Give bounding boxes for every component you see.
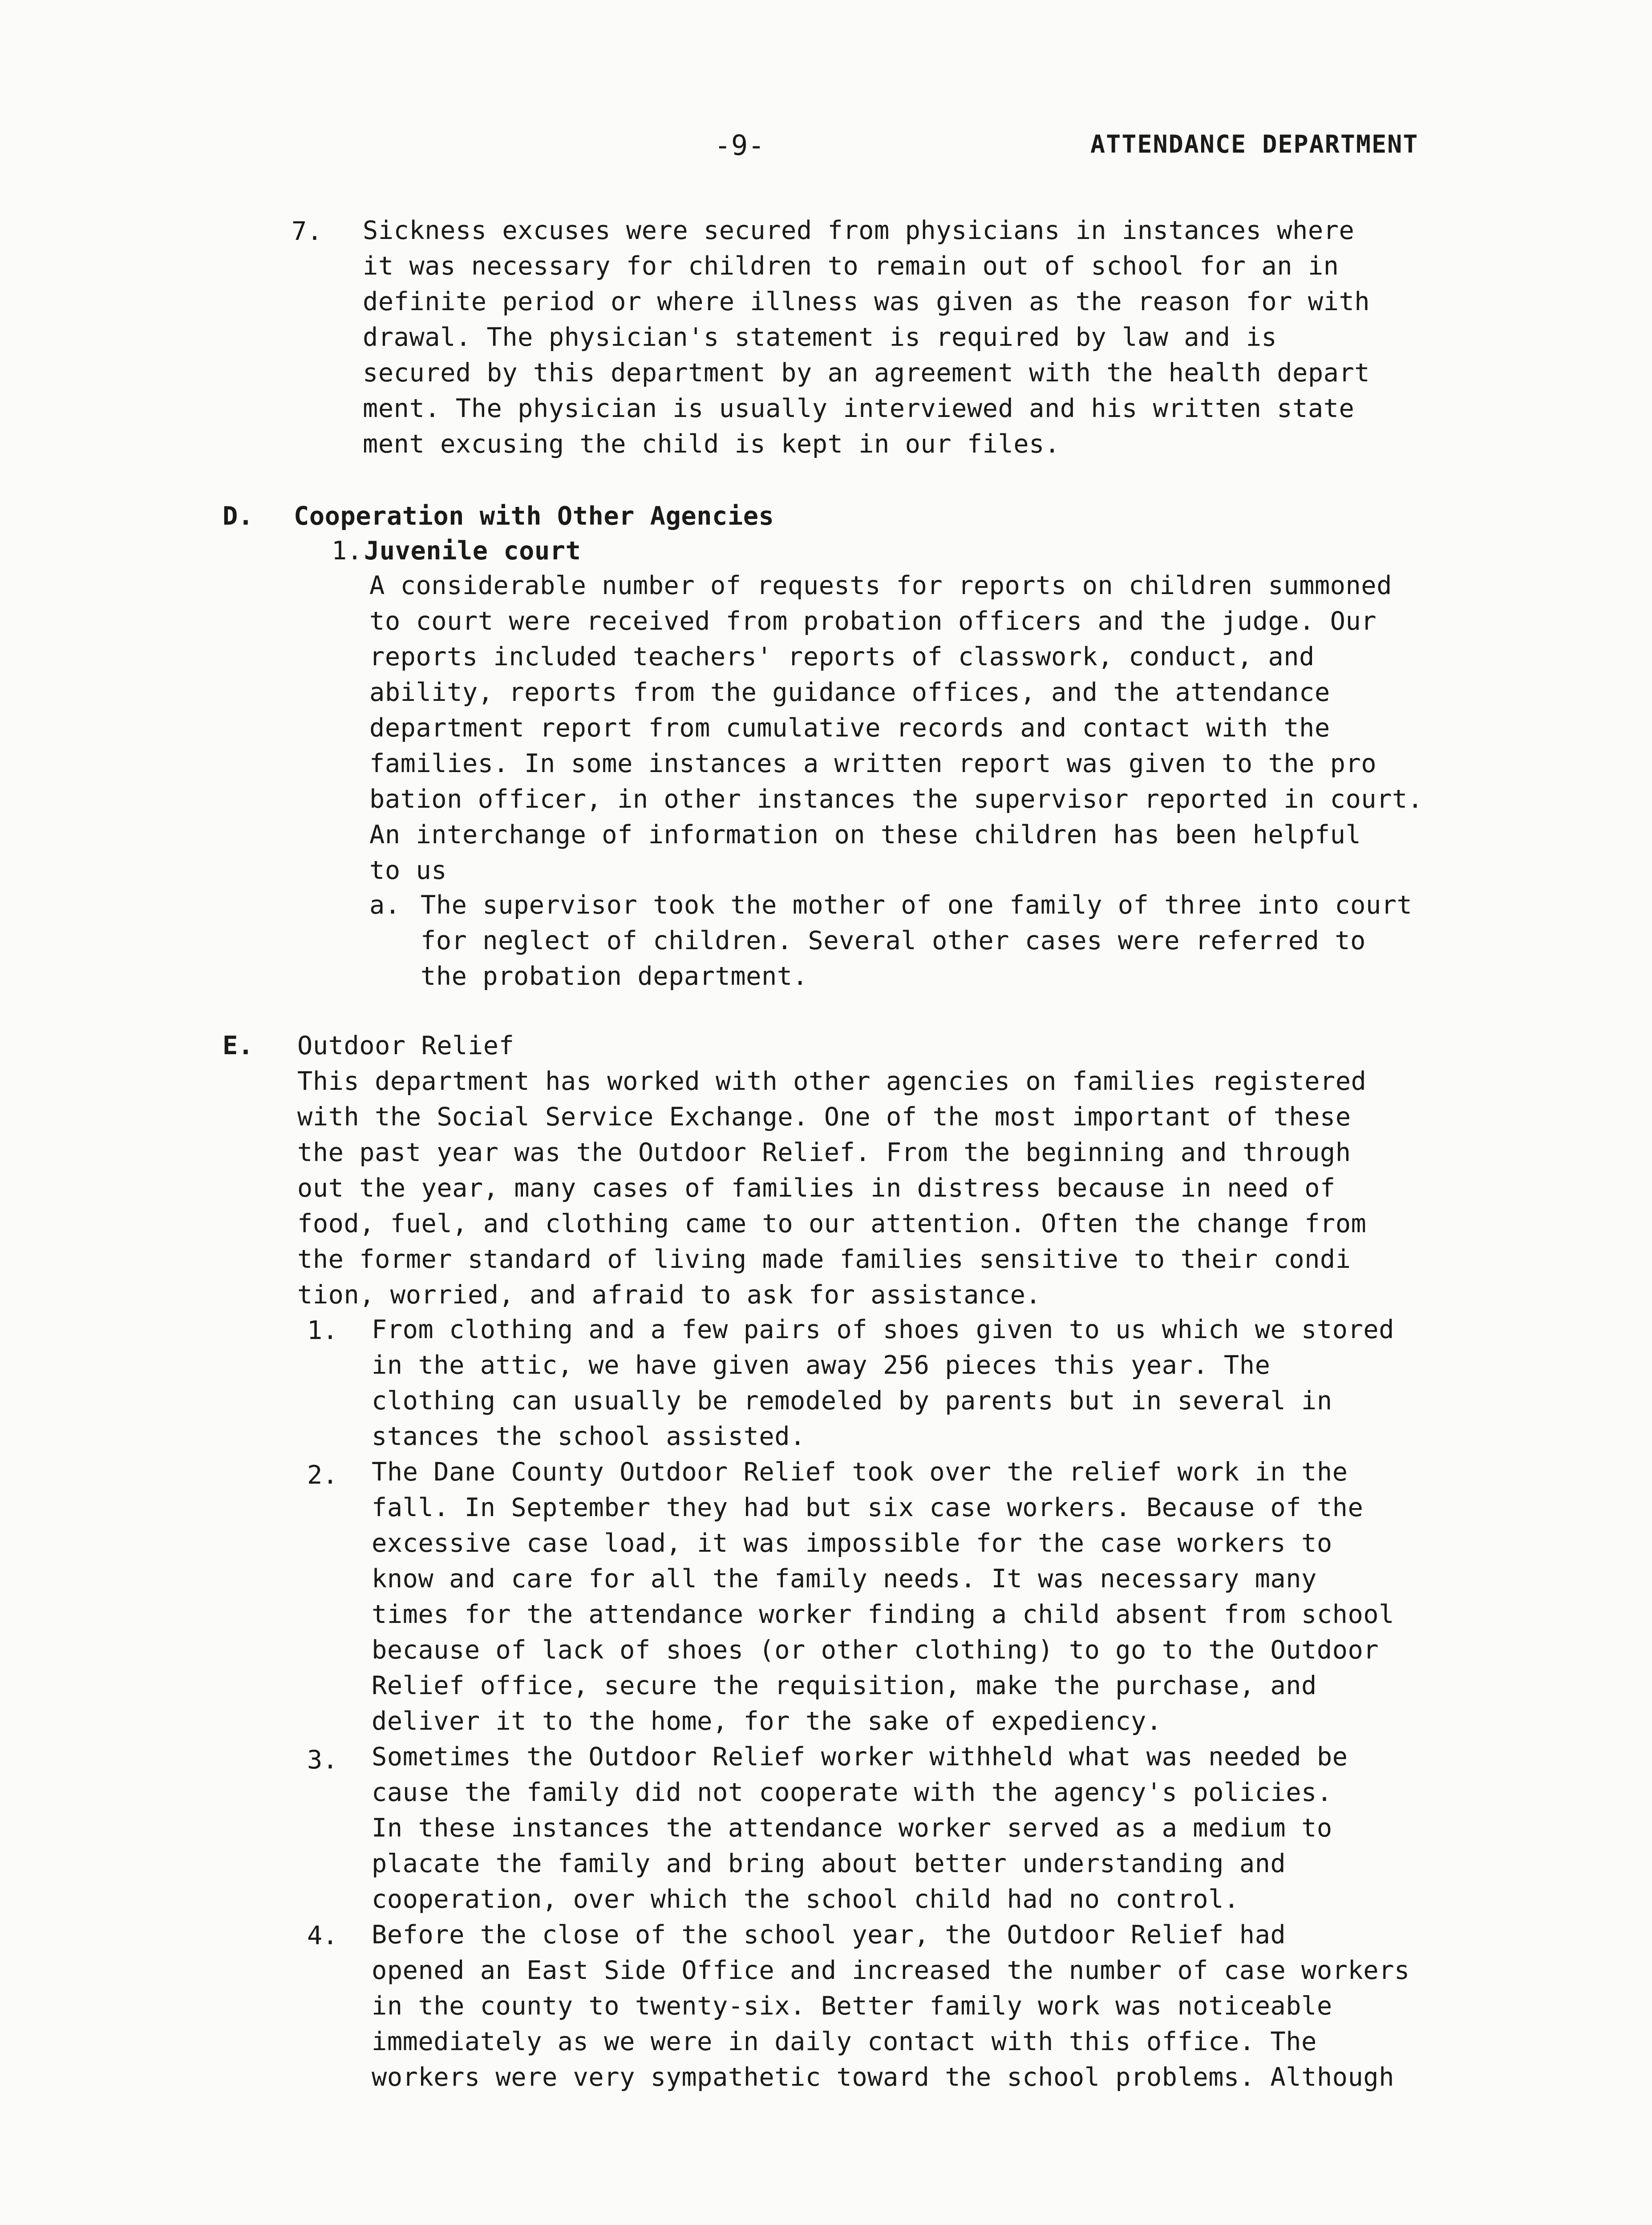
text-line: with the Social Service Exchange. One of the most important of these: [297, 1102, 1351, 1132]
text-line: cause the family did not cooperate with the agency's policies.: [372, 1778, 1332, 1807]
text-line: ability, reports from the guidance offices, and the attendance: [369, 678, 1330, 707]
text-line: bation officer, in other instances the supervisor reported in court.: [369, 785, 1423, 814]
text-line: secured by this department by an agreement with the health depart: [363, 358, 1370, 388]
text-line: The supervisor took the mother of one family of three into court: [421, 890, 1413, 920]
text-line: for neglect of children. Several other cases were referred to: [421, 926, 1366, 955]
item-e3-marker: 3.: [307, 1745, 338, 1775]
text-line: because of lack of shoes (or other clothing) to go to the Outdoor: [372, 1635, 1379, 1665]
item-7-marker: 7.: [292, 217, 323, 246]
text-line: Sickness excuses were secured from physicians in instances where: [363, 216, 1355, 245]
text-line: Relief office, secure the requisition, make the purchase, and: [372, 1671, 1317, 1700]
text-line: stances the school assisted.: [372, 1422, 806, 1451]
text-line: department report from cumulative records and contact with the: [369, 713, 1330, 743]
text-line: workers were very sympathetic toward the school problems. Although: [372, 2063, 1394, 2092]
item-e4-marker: 4.: [307, 1921, 338, 1950]
text-line: families. In some instances a written report was given to the pro: [369, 749, 1377, 778]
department-header: ATTENDANCE DEPARTMENT: [1090, 130, 1419, 158]
text-line: reports included teachers' reports of classwork, conduct, and: [369, 642, 1315, 672]
text-line: An interchange of information on these children has been helpful: [369, 820, 1361, 850]
text-line: food, fuel, and clothing came to our attention. Often the change from: [297, 1209, 1367, 1238]
subsection-1-title: Juvenile court: [364, 536, 581, 566]
text-line: From clothing and a few pairs of shoes given to us which we stored: [372, 1315, 1394, 1344]
section-e-title: Outdoor Relief: [297, 1031, 514, 1060]
text-line: to court were received from probation officers and the judge. Our: [369, 607, 1377, 636]
text-line: Before the close of the school year, the Outdoor Relief had: [372, 1920, 1286, 1950]
text-line: deliver it to the home, for the sake of expediency.: [372, 1707, 1162, 1736]
text-line: ment. The physician is usually interviewed and his written state: [363, 394, 1355, 423]
text-line: drawal. The physician's statement is required by law and is: [363, 323, 1277, 352]
text-line: definite period or where illness was given as the reason for with: [363, 287, 1370, 316]
section-d-title: Cooperation with Other Agencies: [294, 502, 774, 531]
text-line: This department has worked with other agencies on families registered: [297, 1067, 1367, 1096]
text-line: times for the attendance worker finding a child absent from school: [372, 1600, 1394, 1629]
text-line: the probation department.: [421, 962, 808, 991]
text-line: the past year was the Outdoor Relief. From the beginning and through: [297, 1138, 1351, 1167]
page-number: -9-: [714, 129, 765, 162]
text-line: clothing can usually be remodeled by parents but in several in: [372, 1386, 1332, 1416]
text-line: fall. In September they had but six case workers. Because of the: [372, 1493, 1364, 1522]
text-line: placate the family and bring about better understanding and: [372, 1849, 1286, 1878]
text-line: opened an East Side Office and increased the number of case workers: [372, 1956, 1410, 1985]
item-e1-marker: 1.: [307, 1316, 338, 1345]
text-line: Sometimes the Outdoor Relief worker withheld what was needed be: [372, 1742, 1348, 1772]
text-line: The Dane County Outdoor Relief took over the relief work in the: [372, 1457, 1348, 1487]
section-d-marker: D.: [223, 502, 254, 531]
item-e2-marker: 2.: [307, 1460, 338, 1490]
text-line: tion, worried, and afraid to ask for assistance.: [297, 1280, 1041, 1310]
text-line: ment excusing the child is kept in our files.: [363, 429, 1060, 459]
subitem-a-marker: a.: [369, 890, 401, 920]
text-line: the former standard of living made families sensitive to their condi: [297, 1245, 1351, 1274]
text-line: know and care for all the family needs. It was necessary many: [372, 1564, 1317, 1594]
text-line: excessive case load, it was impossible for the case workers to: [372, 1529, 1332, 1558]
text-line: immediately as we were in daily contact with this office. The: [372, 2027, 1317, 2056]
text-line: cooperation, over which the school child had no control.: [372, 1885, 1239, 1914]
text-line: in the attic, we have given away 256 pieces this year. The: [372, 1351, 1271, 1380]
subsection-1-marker: 1.: [332, 536, 363, 566]
text-line: A considerable number of requests for reports on children summoned: [369, 571, 1392, 600]
text-line: In these instances the attendance worker served as a medium to: [372, 1813, 1332, 1843]
text-line: it was necessary for children to remain out of school for an in: [363, 251, 1339, 281]
text-line: out the year, many cases of families in distress because in need of: [297, 1173, 1336, 1203]
text-line: to us: [369, 856, 447, 885]
text-line: in the county to twenty-six. Better family work was noticeable: [372, 1991, 1332, 2021]
section-e-marker: E.: [223, 1031, 254, 1060]
